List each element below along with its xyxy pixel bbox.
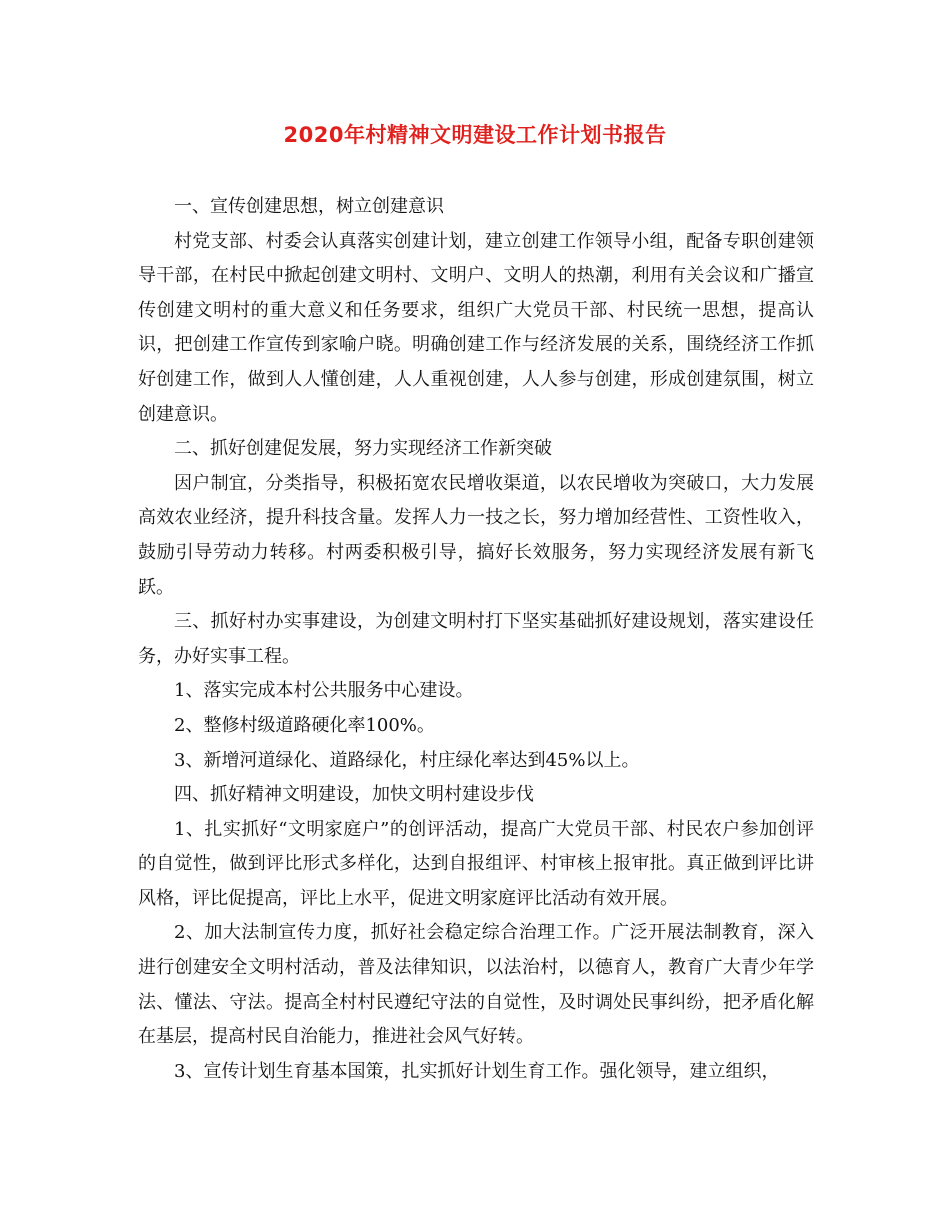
paragraph-section-3-heading: 三、抓好村办实事建设，为创建文明村打下坚实基础抓好建设规划，落实建设任务，办好实事工程。 xyxy=(138,611,814,667)
list-item: 3、宣传计划生育基本国策，扎实抓好计划生育工作。强化领导，建立组织， xyxy=(174,1060,780,1082)
paragraph-section-1-heading: 一、宣传创建思想，树立创建意识 xyxy=(174,196,444,217)
list-item: 3、新增河道绿化、道路绿化，村庄绿化率达到45%以上。 xyxy=(174,749,640,771)
paragraph: 因户制宜，分类指导，积极拓宽农民增收渠道，以农民增收为突破口，大力发展高效农业经济，提升科技含量。发挥人力一技之长，努力增加经营性、工资性收入，鼓励引导劳动力转移。村两委积极引导，搞好长效服务，努力实现经济发展有新飞跃。 xyxy=(138,472,814,598)
document-title: 2020年村精神文明建设工作计划书报告 xyxy=(283,123,667,147)
document-body xyxy=(138,190,814,1089)
list-item: 1、扎实抓好“文明家庭户”的创评活动，提高广大党员干部、村民农户参加创评的自觉性，做到评比形式多样化，达到自报组评、村审核上报审批。真正做到评比讲风格，评比促提高，评比上水平，促进文明家庭评比活动有效开展。 xyxy=(138,818,814,909)
list-item: 2、整修村级道路硬化率100%。 xyxy=(174,714,435,736)
paragraph: 村党支部、村委会认真落实创建计划，建立创建工作领导小组，配备专职创建领导干部，在村民中掀起创建文明村、文明户、文明人的热潮，利用有关会议和广播宣传创建文明村的重大意义和任务要求，组织广大党员干部、村民统一思想，提高认识，把创建工作宣传到家喻户晓。明确创建工作与经济发展的关系，围绕经济工作抓好创建工作，做到人人懂创建，人人重视创建，人人参与创建，形成创建氛围，树立创建意识。 xyxy=(138,230,814,425)
paragraph-section-2-heading: 二、抓好创建促发展，努力实现经济工作新突破 xyxy=(174,438,552,460)
paragraph-section-4-heading: 四、抓好精神文明建设，加快文明村建设步伐 xyxy=(174,784,534,806)
list-item: 1、落实完成本村公共服务中心建设。 xyxy=(174,680,474,702)
list-item: 2、加大法制宣传力度，抓好社会稳定综合治理工作。广泛开展法制教育，深入进行创建安全文明村活动，普及法律知识，以法治村，以德育人，教育广大青少年学法、懂法、守法。提高全村村民遵纪守法的自觉性，及时调处民事纠纷，把矛盾化解在基层，提高村民自治能力，推进社会风气好转。 xyxy=(138,922,814,1048)
